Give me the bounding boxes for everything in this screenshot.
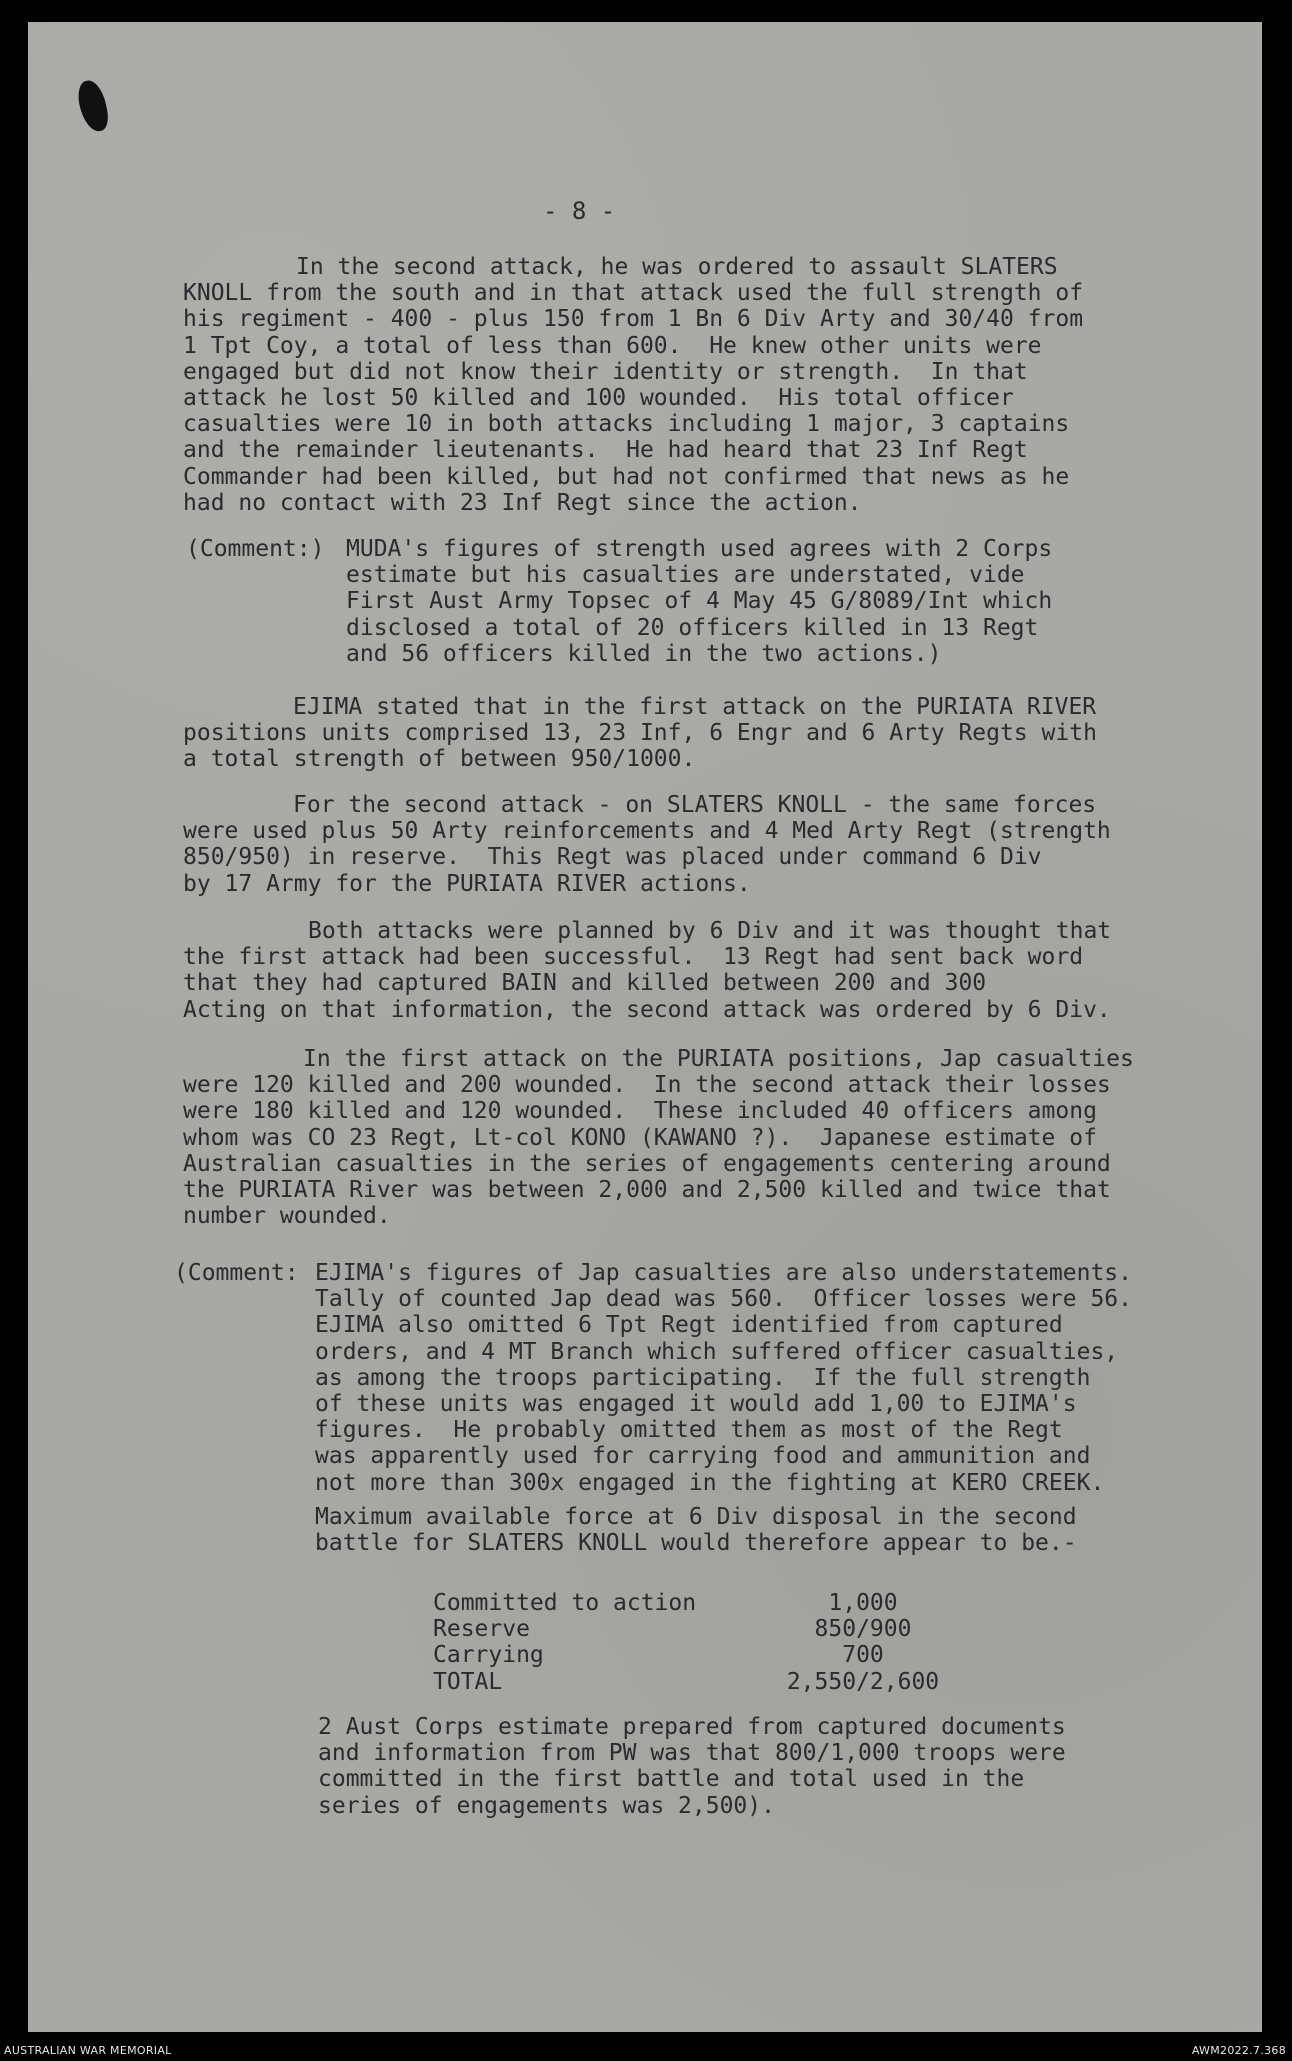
paragraph5-line: whom was CO 23 Regt, Lt-col KONO (KAWANO ?). Japanese estimate of	[183, 1124, 1097, 1151]
paragraph5-line: were 180 killed and 120 wounded. These included 40 officers among	[183, 1098, 1097, 1125]
comment2-line: EJIMA also omitted 6 Tpt Regt identified from captured	[315, 1312, 1063, 1339]
paragraph6-line: Maximum available force at 6 Div disposal in the second	[315, 1504, 1077, 1530]
paragraph1-line: Commander had been killed, but had not confirmed that news as he	[183, 463, 1070, 490]
paragraph7-line: 2 Aust Corps estimate prepared from captured documents	[318, 1714, 1066, 1740]
paragraph1-line: casualties were 10 in both attacks including 1 major, 3 captains	[183, 411, 1070, 438]
paragraph4-line: the first attack had been successful. 13 Regt had sent back word	[183, 944, 1084, 971]
force-table-value: 850/900	[814, 1616, 912, 1643]
comment2-line: Tally of counted Jap dead was 560. Officer losses were 56.	[315, 1286, 1132, 1313]
paragraph5-line: the PURIATA River was between 2,000 and 2,500 killed and twice that	[183, 1177, 1111, 1203]
paragraph7-line: and information from PW was that 800/1,000 troops were	[318, 1740, 1066, 1767]
paragraph1-line: and the remainder lieutenants. He had heard that 23 Inf Regt	[183, 437, 1028, 464]
paragraph6-line: battle for SLATERS KNOLL would therefore appear to be.-	[315, 1530, 1077, 1557]
footer-credit: AUSTRALIAN WAR MEMORIAL	[4, 2044, 172, 2057]
paragraph5-line: In the first attack on the PURIATA positions, Jap casualties	[303, 1046, 1134, 1072]
comment2-line: EJIMA's figures of Jap casualties are also understatements.	[315, 1260, 1132, 1286]
paragraph1-line: engaged but did not know their identity or strength. In that	[183, 358, 1028, 385]
paragraph7-line: committed in the first battle and total used in the	[318, 1766, 1025, 1793]
paragraph1-line: his regiment - 400 - plus 150 from 1 Bn 6 Div Arty and 30/40 from	[183, 306, 1084, 333]
document-page	[28, 22, 1262, 2032]
paragraph5-line: were 120 killed and 200 wounded. In the second attack their losses	[183, 1072, 1111, 1099]
footer-reference: AWM2022.7.368	[1191, 2044, 1286, 2057]
paragraph2-line: EJIMA stated that in the first attack on the PURIATA RIVER	[293, 694, 1097, 720]
comment2-line: was apparently used for carrying food and ammunition and	[315, 1443, 1091, 1470]
page-number: - 8 -	[543, 197, 616, 225]
paragraph3-line: For the second attack - on SLATERS KNOLL - the same forces	[293, 792, 1097, 818]
paragraph1-line: In the second attack, he was ordered to assault SLATERS	[296, 254, 1058, 280]
paragraph1-line: had no contact with 23 Inf Regt since the action.	[183, 489, 862, 516]
paragraph1-line: attack he lost 50 killed and 100 wounded. His total officer	[183, 385, 1014, 411]
comment1-label: (Comment:)	[186, 536, 325, 562]
paragraph3-line: 850/950) in reserve. This Regt was placed under command 6 Div	[183, 844, 1042, 871]
typed-text	[28, 22, 1262, 1819]
comment2-line: not more than 300x engaged in the fighting at KERO CREEK.	[315, 1469, 1105, 1496]
paragraph3-line: were used plus 50 Arty reinforcements and 4 Med Arty Regt (strength	[183, 818, 1111, 845]
comment2-line: figures. He probably omitted them as most of the Regt	[315, 1417, 1063, 1444]
force-table-value: 700	[842, 1642, 884, 1669]
paragraph5-line: number wounded.	[183, 1203, 391, 1230]
comment1-line: MUDA's figures of strength used agrees with 2 Corps	[346, 536, 1053, 562]
comment2-line: orders, and 4 MT Branch which suffered officer casualties,	[315, 1338, 1119, 1365]
paragraph4-line: that they had captured BAIN and killed between 200 and 300	[183, 970, 987, 997]
force-table-label: Carrying	[433, 1642, 544, 1669]
comment1-line: estimate but his casualties are understated, vide	[346, 562, 1025, 589]
comment1-line: First Aust Army Topsec of 4 May 45 G/8089/Int which	[346, 588, 1053, 615]
paragraph1-line: 1 Tpt Coy, a total of less than 600. He knew other units were	[183, 332, 1042, 359]
force-table-label: TOTAL	[433, 1668, 503, 1695]
paragraph3-line: by 17 Army for the PURIATA RIVER actions.	[183, 870, 751, 897]
force-table-label: Committed to action	[433, 1590, 697, 1616]
comment2-label: (Comment:	[174, 1260, 299, 1286]
force-table-value: 1,000	[828, 1590, 898, 1616]
comment1-line: disclosed a total of 20 officers killed in 13 Regt	[346, 614, 1039, 641]
paragraph4-line: Acting on that information, the second attack was ordered by 6 Div.	[183, 996, 1111, 1023]
paragraph2-line: positions units comprised 13, 23 Inf, 6 Engr and 6 Arty Regts with	[183, 720, 1097, 747]
force-table-value: 2,550/2,600	[786, 1668, 940, 1695]
comment1-line: and 56 officers killed in the two actions.)	[346, 640, 942, 667]
comment2-line: as among the troops participating. If the full strength	[315, 1364, 1091, 1391]
paragraph5-line: Australian casualties in the series of engagements centering around	[183, 1150, 1111, 1177]
paragraph1-line: KNOLL from the south and in that attack used the full strength of	[183, 280, 1084, 307]
paragraph2-line: a total strength of between 950/1000.	[183, 746, 696, 773]
comment2-line: of these units was engaged it would add 1,00 to EJIMA's	[315, 1391, 1077, 1417]
paragraph4-line: Both attacks were planned by 6 Div and it was thought that	[308, 918, 1112, 944]
force-table-label: Reserve	[433, 1616, 530, 1643]
paragraph7-line: series of engagements was 2,500).	[318, 1792, 775, 1819]
